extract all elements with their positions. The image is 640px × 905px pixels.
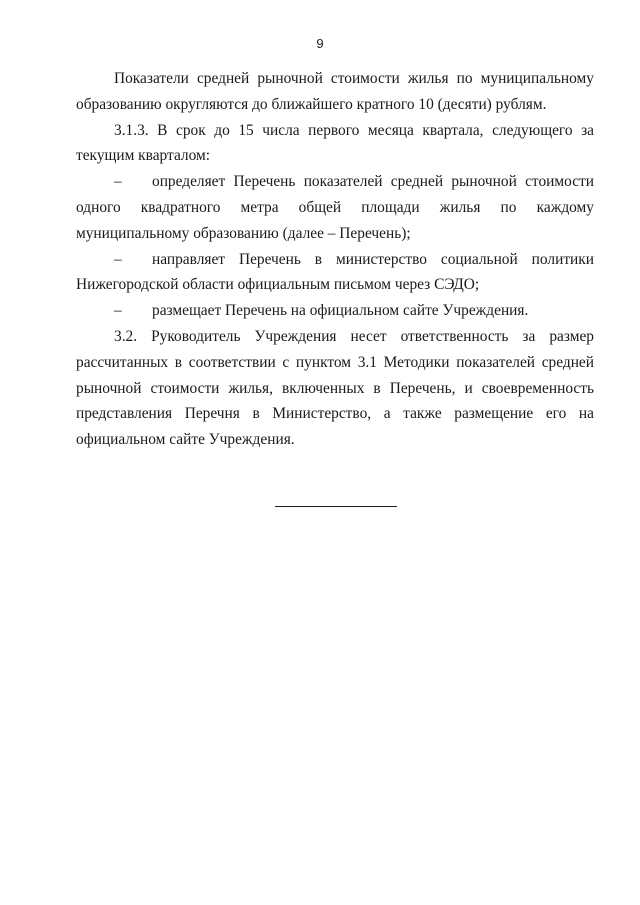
dash-marker: – bbox=[114, 173, 122, 191]
dash-marker: – bbox=[114, 302, 122, 320]
dash-marker: – bbox=[114, 250, 122, 268]
list-item bbox=[76, 169, 594, 246]
paragraph-rounding: Показатели средней рыночной стоимости жилья по муниципальному образованию округляются до ближайшего кратного 10 (десяти) рублям. bbox=[76, 70, 594, 113]
list-item-text: размещает Перечень на официальном сайте Учреждения. bbox=[152, 302, 529, 320]
page-number: 9 bbox=[316, 36, 324, 51]
list-item bbox=[76, 298, 594, 324]
list-item bbox=[76, 247, 594, 299]
list-item-text: определяет Перечень показателей средней рыночной стоимости одного квадратного метра общей площади жилья по каждому муниципальному образованию (далее – Перечень); bbox=[76, 173, 594, 242]
paragraph-3-1-3: 3.1.3. В срок до 15 числа первого месяца квартала, следующего за текущим кварталом: bbox=[76, 121, 594, 165]
document-body bbox=[76, 66, 594, 453]
end-of-document-line bbox=[275, 506, 397, 507]
list-item-text: направляет Перечень в министерство социальной политики Нижегородской области официальным письмом через СЭДО; bbox=[76, 250, 594, 294]
paragraph-3-2: 3.2. Руководитель Учреждения несет ответственность за размер рассчитанных в соответствии с пунктом 3.1 Методики показателей средней рыночной стоимости жилья, включенных в Перечень, и своевременность представления Перечня в Министерство, а также размещение его на официальном сайте Учреждения. bbox=[76, 327, 594, 449]
